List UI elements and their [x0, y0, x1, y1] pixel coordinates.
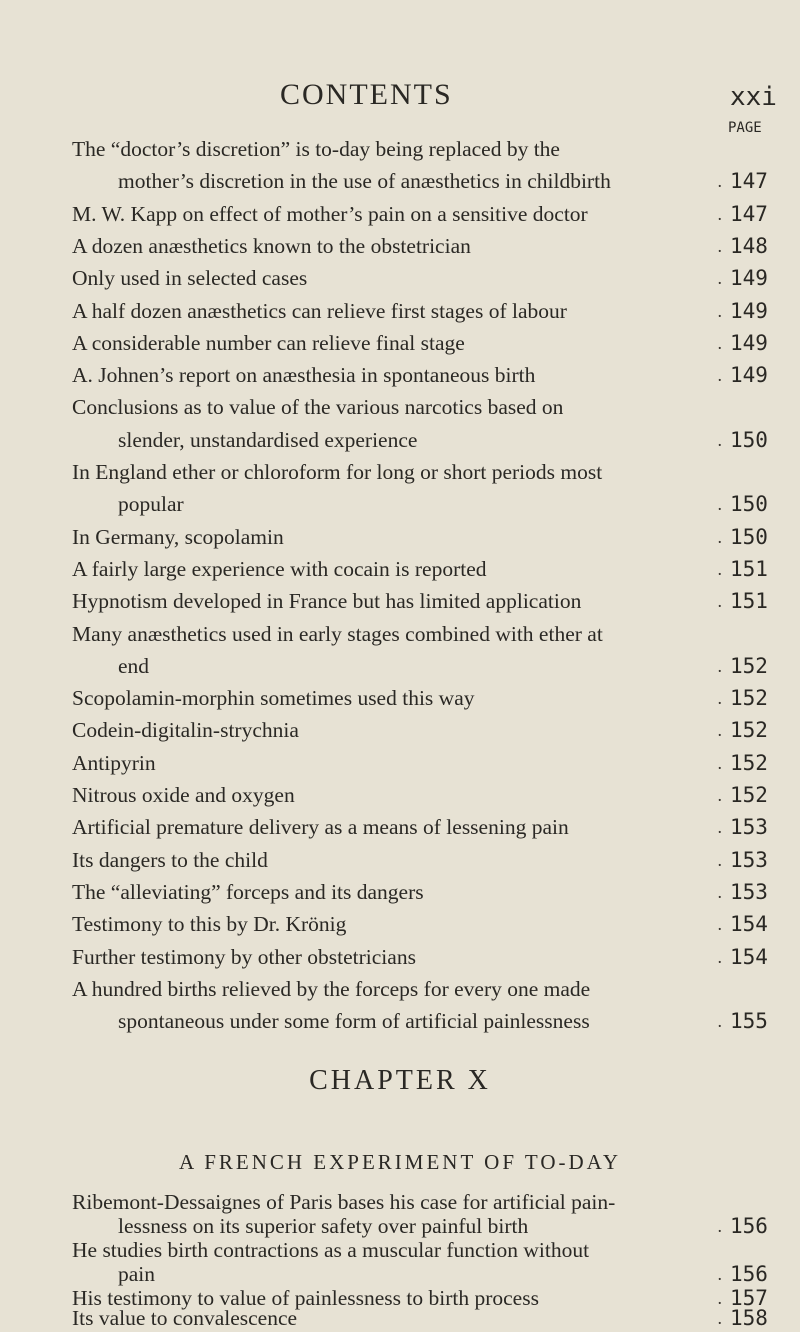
contents-entry: [0, 1009, 800, 1034]
contents-entry: [0, 363, 800, 388]
contents-entry: [0, 395, 800, 420]
leader-dots: .: [717, 688, 724, 709]
entry-text: A dozen anæsthetics known to the obstetrician: [72, 233, 471, 258]
entry-page-number: 154: [730, 944, 768, 969]
entry-text: lessness on its superior safety over painful birth: [118, 1214, 529, 1238]
entry-text: Ribemont-Dessaignes of Paris bases his case for artificial pain-: [72, 1190, 616, 1214]
entry-page-number: 156: [730, 1262, 768, 1286]
contents-entry: [0, 686, 800, 711]
page-column-label: PAGE: [728, 120, 762, 136]
contents-entry: [0, 525, 800, 550]
entry-text: Conclusions as to value of the various narcotics based on: [72, 395, 564, 420]
contents-entry: [0, 783, 800, 808]
entry-text: Antipyrin: [72, 750, 156, 775]
entry-page-number: 157: [730, 1286, 768, 1310]
entry-page-number: 152: [730, 750, 768, 775]
contents-entry: [0, 460, 800, 485]
leader-dots: .: [717, 817, 724, 838]
contents-entry: [0, 1214, 800, 1239]
entry-text: popular: [118, 492, 184, 517]
leader-dots: .: [717, 914, 724, 935]
leader-dots: .: [717, 591, 724, 612]
entry-text: slender, unstandardised experience: [118, 427, 418, 452]
leader-dots: .: [717, 1216, 724, 1236]
entry-text: The “doctor’s discretion” is to-day being replaced by the: [72, 137, 560, 161]
entry-page-number: 152: [730, 653, 768, 678]
contents-entry: [0, 299, 800, 324]
entry-text: Scopolamin-morphin sometimes used this way: [72, 686, 475, 711]
contents-entry: [0, 1238, 800, 1263]
contents-entry: [0, 492, 800, 517]
leader-dots: .: [717, 300, 724, 321]
entry-text: Its dangers to the child: [72, 847, 268, 872]
entry-text: Further testimony by other obstetricians: [72, 944, 416, 969]
entry-page-number: 149: [730, 298, 768, 323]
contents-entry: [0, 880, 800, 905]
entry-page-number: 150: [730, 427, 768, 452]
entry-page-number: 156: [730, 1214, 768, 1238]
entry-page-number: 153: [730, 879, 768, 904]
entry-text: Hypnotism developed in France but has limited application: [72, 589, 582, 614]
entry-text: Codein-digitalin-strychnia: [72, 718, 299, 743]
leader-dots: .: [717, 171, 724, 192]
leader-dots: .: [717, 946, 724, 967]
entry-page-number: 147: [730, 201, 768, 226]
entry-text: Nitrous oxide and oxygen: [72, 783, 295, 807]
entry-page-number: 154: [730, 912, 768, 937]
entry-text: A fairly large experience with cocain is reported: [72, 556, 487, 581]
leader-dots: .: [717, 365, 724, 386]
entry-page-number: 149: [730, 330, 768, 355]
leader-dots: .: [717, 752, 724, 773]
leader-dots: .: [717, 785, 724, 805]
contents-entry: [0, 1306, 800, 1331]
leader-dots: .: [717, 849, 724, 870]
entry-text: end: [118, 653, 150, 678]
contents-entry: [0, 1262, 800, 1287]
entry-text: Only used in selected cases: [72, 266, 308, 291]
contents-entry: [0, 815, 800, 840]
contents-entry: [0, 331, 800, 356]
entry-text: mother’s discretion in the use of anæsthetics in childbirth: [118, 169, 611, 194]
entry-page-number: 150: [730, 524, 768, 549]
entry-text: Artificial premature delivery as a means of lessening pain: [72, 815, 569, 840]
entry-page-number: 147: [730, 169, 768, 194]
leader-dots: .: [717, 720, 724, 741]
contents-entry: [0, 137, 800, 162]
leader-dots: .: [717, 1011, 724, 1032]
entry-text: A hundred births relieved by the forceps for every one made: [72, 976, 591, 1001]
entry-page-number: 152: [730, 718, 768, 743]
leader-dots: .: [717, 235, 724, 256]
entry-page-number: 149: [730, 363, 768, 388]
entry-page-number: 158: [730, 1306, 768, 1330]
contents-entry: [0, 557, 800, 582]
running-head: [0, 78, 800, 118]
contents-entry: [0, 266, 800, 291]
leader-dots: .: [717, 203, 724, 224]
page-folio: xxi: [730, 82, 777, 112]
chapter-number: CHAPTER X: [309, 1065, 491, 1096]
entry-text: M. W. Kapp on effect of mother’s pain on a sensitive doctor: [72, 201, 588, 226]
leader-dots: .: [717, 881, 724, 902]
running-title: CONTENTS: [280, 78, 453, 111]
entry-text: The “alleviating” forceps and its dangers: [72, 879, 424, 904]
contents-entry: [0, 428, 800, 453]
entry-text: Its value to convalescence: [72, 1306, 298, 1330]
contents-entry: [0, 718, 800, 743]
contents-entry: [0, 202, 800, 227]
leader-dots: .: [717, 655, 724, 676]
contents-entry: [0, 751, 800, 776]
entry-text: In Germany, scopolamin: [72, 524, 284, 549]
entry-page-number: 153: [730, 847, 768, 872]
leader-dots: .: [717, 558, 724, 579]
leader-dots: .: [717, 1288, 724, 1308]
entry-text: pain: [118, 1262, 156, 1286]
entry-text: spontaneous under some form of artificial painlessness: [118, 1009, 590, 1034]
entry-page-number: 155: [730, 1009, 768, 1034]
entry-page-number: 150: [730, 492, 768, 517]
entry-page-number: 151: [730, 589, 768, 614]
contents-entry: [0, 234, 800, 259]
chapter-title: A FRENCH EXPERIMENT OF TO-DAY: [178, 1150, 622, 1174]
entry-text: In England ether or chloroform for long or short periods most: [72, 460, 603, 484]
contents-entry: [0, 654, 800, 679]
contents-entry: [0, 848, 800, 873]
contents-entry: [0, 169, 800, 194]
leader-dots: .: [717, 429, 724, 450]
entry-text: Testimony to this by Dr. Krönig: [72, 912, 347, 937]
contents-entry: [0, 1190, 800, 1215]
entry-page-number: 152: [730, 783, 768, 807]
entry-page-number: 153: [730, 815, 768, 840]
leader-dots: .: [717, 494, 724, 515]
leader-dots: .: [717, 1264, 724, 1284]
entry-text: He studies birth contractions as a muscular function without: [72, 1238, 590, 1262]
entry-text: A considerable number can relieve final stage: [72, 330, 465, 355]
leader-dots: .: [717, 332, 724, 353]
entry-page-number: 151: [730, 556, 768, 581]
entry-page-number: 152: [730, 686, 768, 711]
contents-entry: [0, 622, 800, 647]
contents-entry: [0, 589, 800, 614]
contents-entry: [0, 977, 800, 1002]
entry-text: Many anæsthetics used in early stages combined with ether at: [72, 621, 603, 646]
entry-page-number: 149: [730, 266, 768, 291]
leader-dots: .: [717, 526, 724, 547]
contents-entry: [0, 945, 800, 970]
entry-text: His testimony to value of painlessness to birth process: [72, 1286, 539, 1310]
leader-dots: .: [717, 268, 724, 289]
entry-text: A. Johnen’s report on anæsthesia in spontaneous birth: [72, 363, 536, 388]
entry-text: A half dozen anæsthetics can relieve first stages of labour: [72, 298, 567, 323]
leader-dots: .: [717, 1308, 724, 1328]
entry-page-number: 148: [730, 233, 768, 258]
contents-entry: [0, 912, 800, 937]
